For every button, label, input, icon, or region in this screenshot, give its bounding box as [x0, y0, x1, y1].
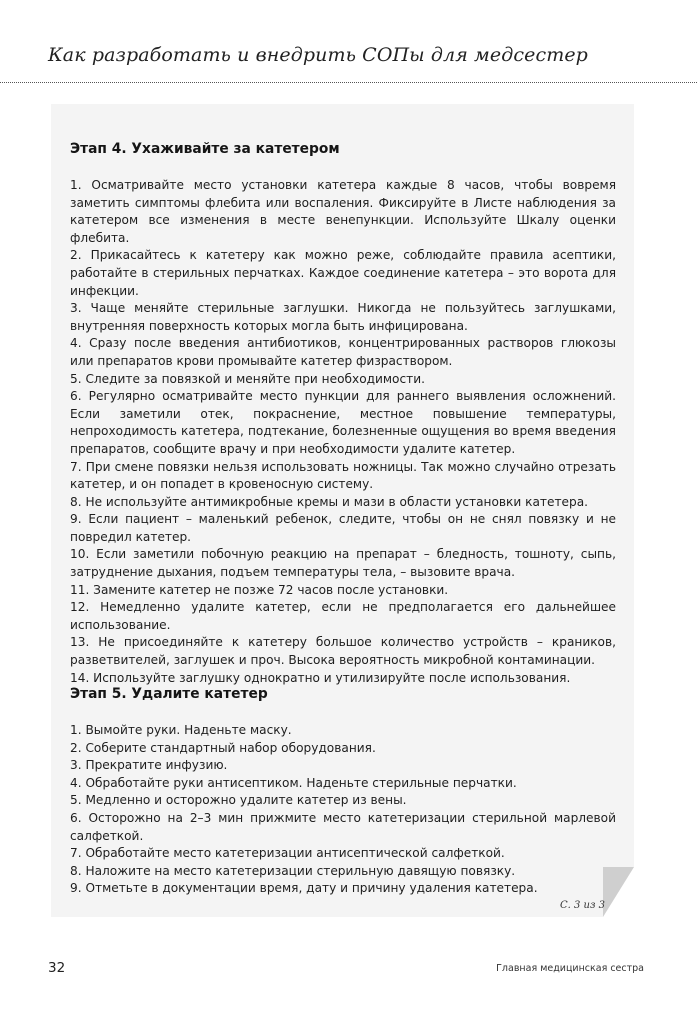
list-item: 5. Следите за повязкой и меняйте при необходимости. — [70, 371, 425, 386]
page-header — [0, 0, 697, 88]
header-divider — [0, 82, 697, 83]
list-item: 8. Наложите на место катетеризации стерильную давящую повязку. — [70, 863, 516, 878]
document-title: Как разработать и внедрить СОПы для медсестер — [48, 44, 588, 66]
section-stage-5 — [70, 686, 616, 898]
list-item: 6. Регулярно осматривайте место пункции для раннего выявления осложнений. Если заметили отек, покраснение, местное повышение температуры, непроходимость катетера, подтекание, болезненные ощущения во время введения препаратов, сообщите врачу и при необходимости удалите катетер. — [70, 389, 616, 456]
section-title: Этап 4. Ухаживайте за катетером — [70, 141, 340, 157]
list-item: 1. Осматривайте место установки катетера каждые 8 часов, чтобы вовремя заметить симптомы флебита или воспаления. Фиксируйте в Листе наблюдения за катетером все изменения в месте венепункции. Используйте Шкалу оценки флебита. — [70, 178, 616, 245]
list-item: 9. Отметьте в документации время, дату и причину удаления катетера. — [70, 881, 538, 896]
list-item: 11. Замените катетер не позже 72 часов после установки. — [70, 582, 449, 597]
list-item: 2. Соберите стандартный набор оборудования. — [70, 740, 376, 755]
list-item: 1. Вымойте руки. Наденьте маску. — [70, 723, 292, 737]
list-item: 3. Прекратите инфузию. — [70, 758, 228, 773]
journal-name: Главная медицинская сестра — [496, 963, 644, 974]
list-item: 2. Прикасайтесь к катетеру как можно реже, соблюдайте правила асептики, работайте в стерильных перчатках. Каждое соединение катетера – это ворота для инфекции. — [70, 248, 616, 298]
list-item: 7. При смене повязки нельзя использовать ножницы. Так можно случайно отрезать катетер, и он попадет в кровеносную систему. — [70, 459, 616, 492]
list-item: 6. Осторожно на 2–3 мин прижмите место катетеризации стерильной марлевой салфеткой. — [70, 810, 616, 843]
list-item: 3. Чаще меняйте стерильные заглушки. Никогда не пользуйтесь заглушками, внутренняя поверхность которых могла быть инфицирована. — [70, 301, 616, 333]
section-stage-4 — [70, 141, 616, 687]
list-item: 9. Если пациент – маленький ребенок, следите, чтобы он не снял повязку и не повредил катетер. — [70, 512, 616, 544]
section-title: Этап 5. Удалите катетер — [70, 686, 268, 702]
list-item: 4. Сразу после введения антибиотиков, концентрированных растворов глюкозы или препаратов крови промывайте катетер физраствором. — [70, 336, 616, 368]
list-item: 5. Медленно и осторожно удалите катетер из вены. — [70, 793, 407, 808]
list-item: 14. Используйте заглушку однократно и утилизируйте после использования. — [70, 670, 571, 685]
list-item: 4. Обработайте руки антисептиком. Наденьте стерильные перчатки. — [70, 775, 517, 790]
list-item: 13. Не присоединяйте к катетеру большое количество устройств – краников, разветвителей, заглушек и проч. Высока вероятность микробной контаминации. — [70, 635, 616, 668]
list-item: 8. Не используйте антимикробные кремы и мази в области установки катетера. — [70, 494, 588, 509]
list-item: 12. Немедленно удалите катетер, если не предполагается его дальнейшее использование. — [70, 600, 616, 632]
list-item: 7. Обработайте место катетеризации антисептической салфеткой. — [70, 846, 505, 861]
list-item: 10. Если заметили побочную реакцию на препарат – бледность, тошноту, сыпь, затруднение дыхания, подъем температуры тела, – вызовите врача. — [70, 547, 616, 580]
page-number: 32 — [48, 960, 66, 976]
sop-page-counter: С. 3 из 3 — [560, 900, 605, 911]
